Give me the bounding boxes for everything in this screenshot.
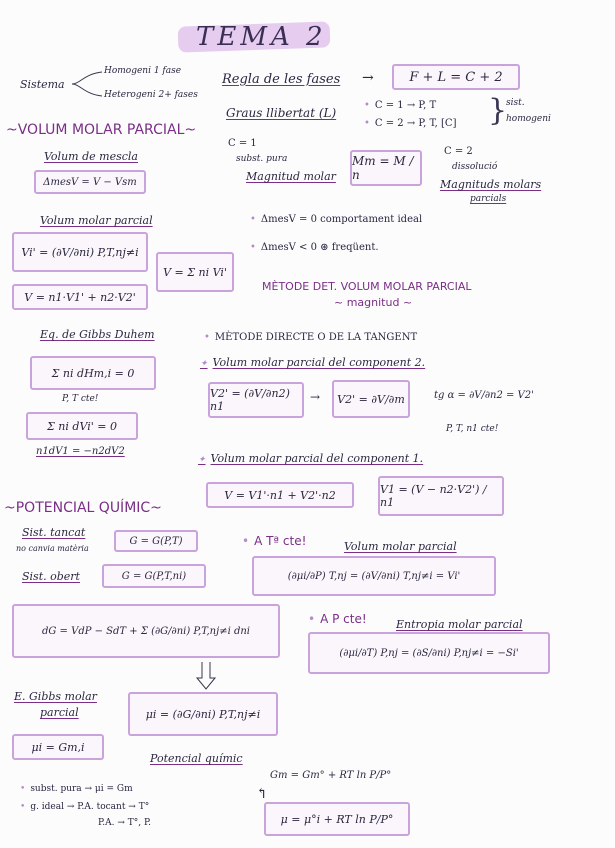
comp2-f3: tg α = ∂V/∂n2 = V2': [434, 390, 534, 401]
ideal-b2: • ΔmesV < 0 ⊛ freqüent.: [250, 242, 379, 253]
vmparcial-label: Volum molar parcial: [40, 214, 153, 227]
graus-label: Graus llibertat (L): [226, 106, 337, 120]
graus-note1: sist.: [506, 98, 525, 108]
atcte-label: • A Tª cte!: [242, 534, 306, 548]
c1-mag: Magnitud molar: [246, 170, 336, 183]
atcte-formula: (∂μi/∂P) T,nj = (∂V/∂ni) T,nj≠i = Vi': [252, 556, 496, 596]
obert-formula: G = G(P,T,ni): [102, 564, 206, 588]
tancat-formula: G = G(P,T): [114, 530, 198, 552]
tancat-label: Sist. tancat: [22, 526, 86, 539]
page-title: TEMA 2: [196, 22, 327, 52]
egibbs-f1: μi = Gm,i: [12, 734, 104, 760]
metode-direct: • MÈTODE DIRECTE O DE LA TANGENT: [204, 332, 417, 343]
comp2-f1: V2' = (∂V/∂n2) n1: [208, 382, 304, 418]
regla-label: Regla de les fases: [222, 72, 341, 87]
egibbs-l2: parcial: [40, 706, 79, 719]
gibbs-f3: n1dV1 = −n2dV2: [36, 446, 125, 457]
sistema-label: Sistema: [20, 78, 65, 91]
metode-heading: MÈTODE DET. VOLUM MOLAR PARCIAL: [262, 280, 472, 293]
comp2-f2: V2' = ∂V/∂m: [332, 380, 410, 418]
comp1-label: ✦ Volum molar parcial del component 1.: [198, 452, 423, 465]
obert-label: Sist. obert: [22, 570, 80, 583]
c2-sub: dissolució: [452, 162, 498, 172]
gibbs-f2: Σ ni dVi' = 0: [26, 412, 138, 440]
double-arrow-down-icon: [196, 662, 216, 690]
vmparcial-f3: V = n1·V1' + n2·V2': [12, 284, 148, 310]
mu-formula: μi = (∂G/∂ni) P,T,nj≠i: [128, 692, 278, 736]
comp1-f2: V1 = (V − n2·V2') / n1: [378, 476, 504, 516]
dg-formula: dG = VdP − SdT + Σ (∂G/∂ni) P,T,nj≠i dni: [12, 604, 280, 658]
c1-label: C = 1: [228, 138, 257, 149]
apcte-label: • A P cte!: [308, 612, 367, 626]
comp2-label: ✦ Volum molar parcial del component 2.: [200, 356, 425, 369]
vmp-heading: ~VOLUM MOLAR PARCIAL~: [6, 122, 197, 138]
metode-sub: ~ magnitud ~: [334, 296, 413, 309]
arrow-icon: →: [310, 390, 321, 404]
graus-c2: • C = 2 → P, T, [C]: [364, 118, 456, 129]
apcte-formula: (∂μi/∂T) P,nj = (∂S/∂ni) P,nj≠i = −Si': [308, 632, 550, 674]
c2-mag2: parcials: [470, 194, 507, 204]
atcte-vmp: Volum molar parcial: [344, 540, 457, 553]
arrow-icon: →: [362, 70, 374, 86]
bottom-b3: P.A. → T°, P.: [98, 818, 152, 828]
vmparcial-f1: Vi' = (∂V/∂ni) P,T,nj≠i: [12, 232, 148, 272]
c2-label: C = 2: [444, 146, 473, 157]
c2-mag1: Magnituds molars: [440, 178, 542, 191]
sistema-heterogeni: Heterogeni 2+ fases: [104, 90, 198, 100]
graus-note2: homogeni: [506, 114, 551, 124]
comp1-f1: V = V1'·n1 + V2'·n2: [206, 482, 354, 508]
vmparcial-f2: V = Σ ni Vi': [156, 252, 234, 292]
egibbs-l1: E. Gibbs molar: [14, 690, 97, 703]
vmescla-label: Volum de mescla: [44, 150, 138, 163]
comp2-note: P, T, n1 cte!: [446, 424, 499, 434]
apcte-ent: Entropia molar parcial: [396, 618, 523, 631]
gibbs-f1: Σ ni dHm,i = 0: [30, 356, 156, 390]
gm-f1: Gm = Gm° + RT ln P/P°: [270, 770, 392, 781]
gibbs-label: Eq. de Gibbs Duhem: [40, 328, 155, 341]
curved-arrow-icon: ↰: [256, 786, 268, 802]
c1-formula: Mm = M / n: [350, 150, 422, 186]
sistema-homogeni: Homogeni 1 fase: [104, 66, 182, 76]
regla-formula: F + L = C + 2: [392, 64, 520, 90]
pq-heading: ~POTENCIAL QUÍMIC~: [4, 500, 162, 516]
graus-c1: • C = 1 → P, T: [364, 100, 436, 111]
vmescla-formula: ΔmesV = V − Vsm: [34, 170, 146, 194]
bottom-b1: • subst. pura → μi = Gm: [20, 784, 133, 794]
gibbs-note: P, T cte!: [62, 394, 99, 404]
bottom-b2: • g. ideal → P.A. tocant → T°: [20, 802, 149, 812]
c1-sub: subst. pura: [236, 154, 288, 164]
brace-icon: }: [488, 93, 508, 128]
tancat-sub: no canvia matèria: [16, 544, 89, 553]
mu-label: Potencial químic: [150, 752, 243, 765]
sistema-arrows: [70, 66, 106, 102]
ideal-b1: • ΔmesV = 0 comportament ideal: [250, 214, 422, 225]
gm-f2: μ = μ°i + RT ln P/P°: [264, 802, 410, 836]
